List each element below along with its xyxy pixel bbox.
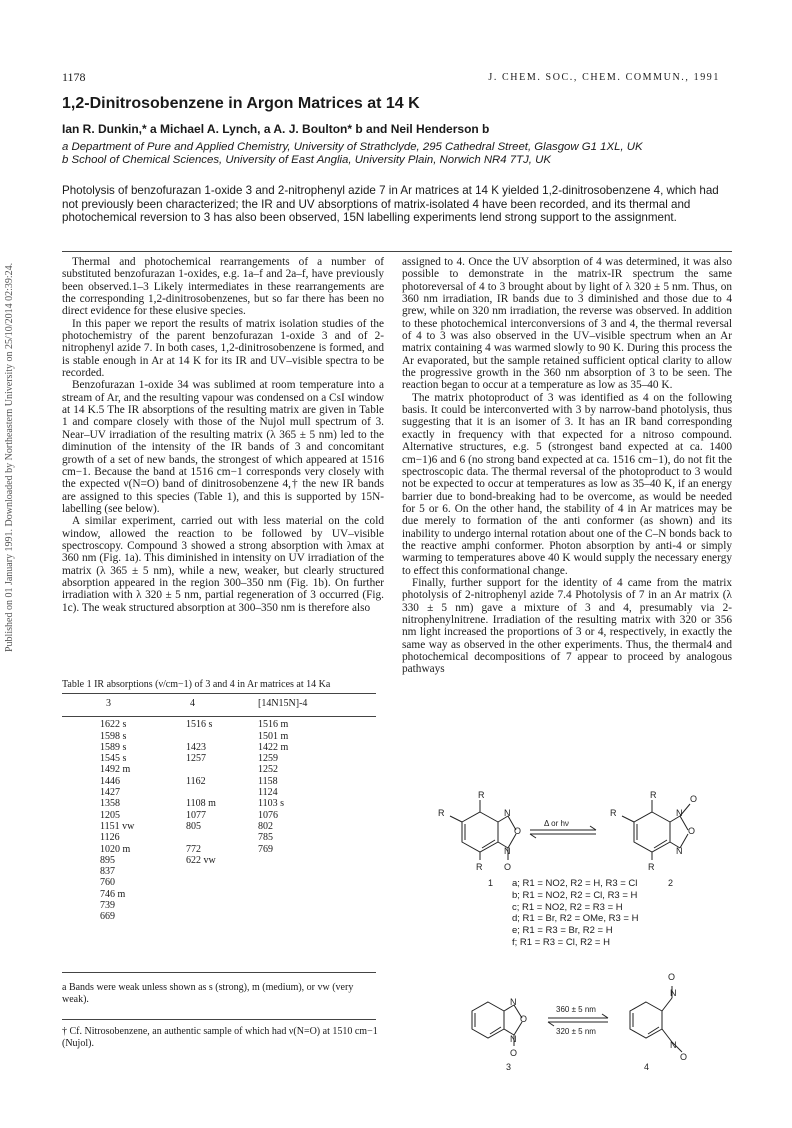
svg-text:R: R	[478, 790, 485, 800]
svg-text:R: R	[648, 862, 655, 872]
table-row	[62, 911, 376, 922]
table-row	[62, 776, 376, 787]
legend-entry: b; R1 = NO2, R2 = Cl, R3 = H	[512, 889, 638, 901]
table-cell: 837	[100, 866, 115, 878]
author-list: Ian R. Dunkin,* a Michael A. Lynch, a A. J. Boulton* b and Neil Henderson b	[62, 122, 490, 136]
compound-2-structure	[610, 790, 697, 872]
arrow-label-forward: 360 ± 5 nm	[556, 1005, 596, 1014]
svg-text:N: N	[510, 1034, 517, 1044]
table-cell: 1423	[186, 741, 206, 753]
table-cell: 1126	[100, 832, 120, 844]
ir-table	[62, 698, 376, 923]
table-cell: 1020 m	[100, 843, 131, 855]
table-cell: 805	[186, 820, 201, 832]
legend-entry: e; R1 = R3 = Br, R2 = H	[512, 925, 613, 937]
paragraph: Thermal and photochemical rearrangements of a number of substituted benzofurazan 1-oxides, e.g. 1a–f and 2a–f, have previously been observed.1–3 Likely intermediates in these rearrangements are the corresponding 1,2-dinitrosobenzenes, but so far there has been no direct evidence for these elusive species.	[62, 256, 384, 318]
paragraph: The matrix photoproduct of 3 was identified as 4 on the following basis. It could be interconverted with 3 by narrow-band photolysis, thus suggesting that it is an isomer of 3. It has an IR band corresponding exactly in frequency with that expected for a nitroso compound. Alternative structures, e.g. 5 (strongest band expected at ca. 1400 cm−1)6 and 6 (no strong band expected at ca. 1516 cm−1), do not fit the spectroscopic data. The thermal reversal of the photoproduct to 3 would not be expected to occur at temperatures as low as 35–40 K, if an energy barrier due to bond-breaking had to be overcome, as would be needed for 5 or 6. On the other hand, the stability of 4 in Ar matrices may be due merely to formation of the anti conformer (as shown) and its inability to undergo internal rotation about one of the C–N bonds back to the reactive amphi conformer. Photon absorption by anti-4 or simply warming to temperatures above 40 K would supply the necessary energy to effect this conformational change.	[402, 391, 732, 577]
svg-text:R: R	[650, 790, 657, 800]
table-cell: 769	[258, 843, 273, 855]
table-row	[62, 787, 376, 798]
table-cell: 1108 m	[186, 798, 216, 810]
table-row	[62, 832, 376, 843]
table-cell: 1358	[100, 798, 120, 810]
table-row	[62, 798, 376, 809]
abstract-divider	[62, 251, 732, 252]
compound-4-structure	[630, 972, 687, 1062]
table-cell: 1158	[258, 775, 278, 787]
arrow-label-back: 320 ± 5 nm	[556, 1027, 596, 1036]
compound-3-label: 3	[506, 1062, 512, 1072]
svg-text:R: R	[610, 808, 617, 818]
svg-text:N: N	[670, 988, 677, 998]
svg-text:O: O	[520, 1014, 528, 1024]
svg-text:R: R	[438, 808, 445, 818]
table-row	[62, 719, 376, 730]
table-cell: 1103 s	[258, 798, 285, 810]
svg-text:O: O	[514, 826, 522, 836]
table-header: 3	[106, 698, 111, 709]
table-header-row	[62, 698, 376, 709]
table-cell: 1598 s	[100, 730, 127, 742]
table-cell: 895	[100, 854, 115, 866]
compound-4-label: 4	[644, 1062, 650, 1072]
paper-title: 1,2-Dinitrosobenzene in Argon Matrices at 14 K	[62, 95, 420, 112]
table-header-rule	[62, 716, 376, 717]
table-row	[62, 900, 376, 911]
table-top-rule	[62, 693, 376, 694]
table-cell: 1205	[100, 809, 120, 821]
svg-text:N: N	[510, 997, 517, 1007]
table-cell: 1589 s	[100, 741, 127, 753]
arrow-label-thermal-photo: Δ or hν	[544, 819, 569, 828]
svg-text:O: O	[504, 862, 512, 872]
table-caption: Table 1 IR absorptions (ν/cm−1) of 3 and 4 in Ar matrices at 14 Ka	[62, 679, 331, 690]
svg-text:N: N	[670, 1040, 677, 1050]
table-cell: 1076	[258, 809, 278, 821]
paragraph: assigned to 4. Once the UV absorption of 4 was determined, it was also possible to demonstrate in the matrix-IR spectrum the same photoreversal of 4 to 3 brought about by light of λ 320 ± 5 nm. Thus, on 360 nm irradiation, IR bands due to 3 diminished and those due to 4 grew, while on 320 nm irradiation, the reverse was observed. In addition to these photochemical interconversions of 3 and 4, the thermal reversal of 4 to 3 was also observed in the UV–visible spectrum when an Ar matrix containing 4 was warmed slowly to 90 K. During this process the Ar evaporated, but the sample retained sufficient optical clarity to allow the progressive growth in the 360 nm absorption of 3 to be seen. The reaction began to occur at a temperature as low as 35–40 K.	[402, 256, 732, 392]
paragraph: In this paper we report the results of matrix isolation studies of the photochemistry of the parent benzofurazan 1-oxide 3 and of 2-nitrophenyl azide 7. In both cases, 1,2-dinitrosobenzene is formed, and is stable enough in Ar at 14 K for its IR and UV–visible spectra to be recorded.	[62, 317, 384, 380]
table-row	[62, 889, 376, 900]
legend-entry: f; R1 = R3 = Cl, R2 = H	[512, 936, 610, 948]
table-row	[62, 855, 376, 866]
compound-1-structure	[438, 790, 521, 872]
paragraph: Benzofurazan 1-oxide 34 was sublimed at room temperature into a stream of Ar, and the resulting vapour was condensed on a CsI window at 14 K.5 The IR absorptions of the resulting matrix are given in Table 1 and compare closely with those of the Nujol mull spectrum of 3. Near–UV irradiation of the resulting matrix (λ 365 ± 5 nm) led to the diminution of the intensity of the IR bands of 3 and concomitant growth of a set of new bands, the strongest of which appeared at 1516 cm−1. Because the band at 1516 cm−1 corresponds very closely with the expected ν(N=O) band of dinitrosobenzene 4,† the new IR bands are assigned to this species (Table 1), and this is supported by 15N-labelling (see below).	[62, 379, 384, 515]
table-cell: 1516 m	[258, 719, 289, 731]
table-row	[62, 810, 376, 821]
table-cell: 772	[186, 843, 201, 855]
table-row	[62, 753, 376, 764]
table-footnote: a Bands were weak unless shown as s (strong), m (medium), or vw (very weak).	[62, 982, 354, 1005]
table-bottom-rule	[62, 972, 376, 973]
table-cell: 622 vw	[186, 854, 216, 866]
table-cell: 1545 s	[100, 753, 127, 765]
table-cell: 739	[100, 900, 115, 912]
page-number: 1178	[62, 70, 86, 84]
svg-text:N: N	[504, 846, 511, 856]
table-header: [14N15N]-4	[258, 698, 308, 709]
table-header: 4	[190, 698, 195, 709]
table-cell: 1427	[100, 787, 120, 799]
table-cell: 746 m	[100, 888, 126, 900]
table-row	[62, 866, 376, 877]
table-cell: 1259	[258, 753, 278, 765]
svg-text:O: O	[688, 826, 696, 836]
table-cell: 1516 s	[186, 719, 213, 731]
affiliation-a: a Department of Pure and Applied Chemistry, University of Strathclyde, 295 Cathedral Street, Glasgow G1 1XL, UK	[62, 141, 643, 153]
svg-text:O: O	[680, 1052, 688, 1062]
legend-entry: a; R1 = NO2, R2 = H, R3 = Cl	[512, 878, 638, 889]
legend-entry: d; R1 = Br, R2 = OMe, R3 = H	[512, 913, 639, 925]
table-cell: 1422 m	[258, 741, 289, 753]
table-cell: 1162	[186, 775, 206, 787]
table-row	[62, 877, 376, 888]
paragraph: Finally, further support for the identity of 4 came from the matrix photolysis of 2-nitrophenyl azide 7.4 Photolysis of 7 in an Ar matrix (λ 330 ± 5 nm) gave a mixture of 3 and 4, presumably via 2-nitrophenylnitrene. Irradiation of the resulting matrix with 320 or 356 nm light increased the proportions of 3 or 4, respectively, in exactly the same way as observed in the other experiments. Thus, the thermal4 and photochemical decompositions of 7 appear to proceed by analogous pathways	[402, 576, 732, 676]
compound-3-structure	[472, 997, 527, 1058]
download-watermark: Published on 01 January 1991. Downloaded by Northeastern University on 25/10/2014 02:39:24.	[4, 262, 15, 652]
table-cell: 1252	[258, 764, 278, 776]
table-cell: 669	[100, 911, 115, 923]
table-row	[62, 764, 376, 775]
table-cell: 1077	[186, 809, 206, 821]
table-body	[62, 719, 376, 922]
table-row	[62, 731, 376, 742]
compound-2-label: 2	[668, 878, 674, 888]
svg-text:O: O	[668, 972, 676, 982]
svg-text:N: N	[504, 808, 511, 818]
svg-text:O: O	[690, 794, 698, 804]
svg-text:O: O	[510, 1048, 518, 1058]
svg-text:N: N	[676, 846, 683, 856]
table-row	[62, 844, 376, 855]
svg-text:R: R	[476, 862, 483, 872]
svg-text:N: N	[676, 808, 683, 818]
table-cell: 760	[100, 877, 115, 889]
legend-entry: c; R1 = NO2, R2 = R3 = H	[512, 901, 623, 913]
table-cell: 1492 m	[100, 764, 131, 776]
text-footnote: † Cf. Nitrosobenzene, an authentic sample of which had ν(N=O) at 1510 cm−1 (Nujol).	[62, 1026, 378, 1049]
table-cell: 1622 s	[100, 719, 127, 731]
table-cell: 1124	[258, 787, 278, 799]
journal-header: J. CHEM. SOC., CHEM. COMMUN., 1991	[488, 72, 720, 83]
table-row	[62, 742, 376, 753]
table-cell: 785	[258, 832, 273, 844]
body-left-column	[62, 256, 384, 614]
table-row	[62, 821, 376, 832]
compound-1-label: 1	[488, 878, 494, 888]
table-cell: 802	[258, 820, 273, 832]
abstract: Photolysis of benzofurazan 1-oxide 3 and 2-nitrophenyl azide 7 in Ar matrices at 14 K yielded 1,2-dinitrosobenzene 4, which had not previously been characterized; the IR and UV absorptions of matrix-isolated 4 have been recorded, and its thermal and photochemical reversion to 3 has also been observed, 15N labelling experiments lend strong support to the assignment.	[62, 184, 719, 224]
footnote-rule	[62, 1019, 376, 1020]
body-right-column	[402, 256, 732, 676]
paragraph: A similar experiment, carried out with less material on the cold window, allowed the reaction to be followed by UV–visible spectroscopy. Compound 3 showed a strong absorption with λmax at 360 nm (Fig. 1a). This diminished in intensity on UV irradiation of the matrix (λ 365 ± 5 nm), while a new, weaker, but clearly structured absorption appeared in the region 300–350 nm (Fig. 1b). On further irradiation with λ 320 ± 5 nm, partial regeneration of 3 occurred (Fig. 1c). The weak structured absorption at 300–350 nm is therefore also	[62, 515, 384, 614]
equilibrium-arrow-3-4	[548, 1014, 608, 1026]
table-cell: 1446	[100, 775, 120, 787]
table-cell: 1257	[186, 753, 206, 765]
affiliation-b: b School of Chemical Sciences, University of East Anglia, University Plain, Norwich NR4 7TJ, UK	[62, 154, 551, 166]
table-cell: 1501 m	[258, 730, 289, 742]
substituent-legend	[512, 878, 638, 949]
table-cell: 1151 vw	[100, 820, 135, 832]
